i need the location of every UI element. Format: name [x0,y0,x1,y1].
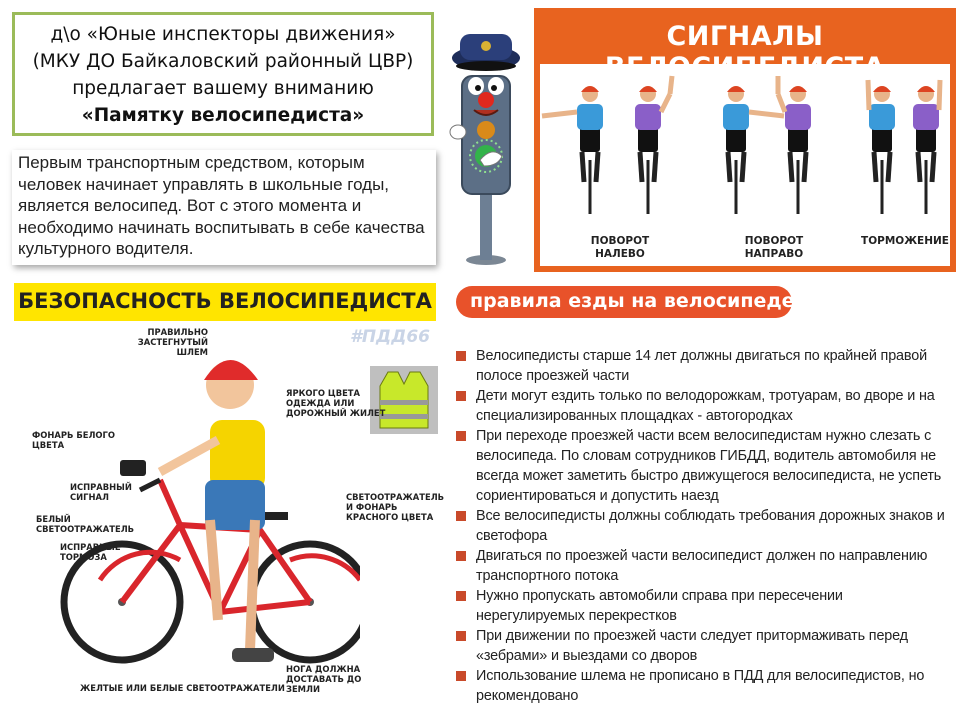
label-foot: НОГА ДОЛЖНА ДОСТАВАТЬ ДО ЗЕМЛИ [286,664,362,694]
list-item: При переходе проезжей части всем велосипедистам нужно слезать с велосипеда. По словам сотрудников ГИБДД, водитель автомобиля не всегда может заметить быстро движущегося велосипедиста, не успеть сориентироваться и допустить наезд [454,426,950,506]
signal-label-right: ПОВОРОТ НАПРАВО [744,235,804,260]
label-helmet: ПРАВИЛЬНО ЗАСТЕГНУТЫЙ ШЛЕМ [137,327,208,357]
label-wheel-reflectors: ЖЕЛТЫЕ ИЛИ БЕЛЫЕ СВЕТООТРАЖАТЕЛИ [80,683,285,693]
hashtag: #ПДД66 [350,327,430,347]
bullet-icon [456,511,466,521]
list-item: Все велосипедисты должны соблюдать требования дорожных знаков и светофора [454,506,950,546]
header-line-1: д\о «Юные инспекторы движения» [50,24,396,45]
list-item: Использование шлема не прописано в ПДД для велосипедистов, но рекомендовано [454,666,950,706]
bullet-icon [456,551,466,561]
label-front-light: ФОНАРЬ БЕЛОГО ЦВЕТА [32,430,115,450]
list-item: Нужно пропускать автомобили справа при пересечении нерегулируемых перекрестков [454,586,950,626]
traffic-light-mascot [440,28,532,268]
list-item: Двигаться по проезжей части велосипедист должен по направлению транспортного потока [454,546,950,586]
signal-label-left: ПОВОРОТ НАЛЕВО [590,235,650,260]
bullet-icon [456,351,466,361]
intro-text: Первым транспортным средством, которым человек начинает управлять в школьные годы, является велосипед. Вот с этого момента и необходимо начинать воспитывать в себе качества культурного водителя. [12,150,436,265]
bullet-icon [456,671,466,681]
label-brakes: ИСПРАВНЫЕ ТОРМОЗА [60,542,121,562]
safety-title: БЕЗОПАСНОСТЬ ВЕЛОСИПЕДИСТА [18,289,432,313]
label-reflector-front: БЕЛЫЙ СВЕТООТРАЖАТЕЛЬ [36,514,135,534]
signal-label-brake: ТОРМОЖЕНИЕ [861,235,949,247]
signals-illustrations [540,64,950,266]
list-item: Дети могут ездить только по велодорожкам, тротуарам, во дворе и на специализированных площадках - автогородках [454,386,950,426]
list-item: При движении по проезжей части следует притормаживать перед «зебрами» и выездами со дворов [454,626,950,666]
signals-title: СИГНАЛЫ [666,21,824,52]
safety-banner [14,283,436,321]
rules-title: правила езды на велосипеде [470,290,795,312]
list-item: Велосипедисты старше 14 лет должны двигаться по крайней правой полосе проезжей части [454,346,950,386]
header-line-2: (МКУ ДО Байкаловский районный ЦВР) [32,51,414,72]
header-box [12,12,434,136]
label-signal: ИСПРАВНЫЙ СИГНАЛ [70,482,132,502]
bullet-icon [456,591,466,601]
header-line-4: «Памятку велосипедиста» [81,105,365,126]
bullet-icon [456,631,466,641]
header-line-3: предлагает вашему вниманию [72,78,374,99]
rules-list [454,346,950,706]
bullet-icon [456,391,466,401]
label-rear-reflector: СВЕТООТРАЖАТЕЛЬ И ФОНАРЬ КРАСНОГО ЦВЕТА [346,492,445,522]
bullet-icon [456,431,466,441]
label-clothes: ЯРКОГО ЦВЕТА ОДЕЖДА ИЛИ ДОРОЖНЫЙ ЖИЛЕТ [286,388,386,418]
signals-panel [534,8,956,272]
